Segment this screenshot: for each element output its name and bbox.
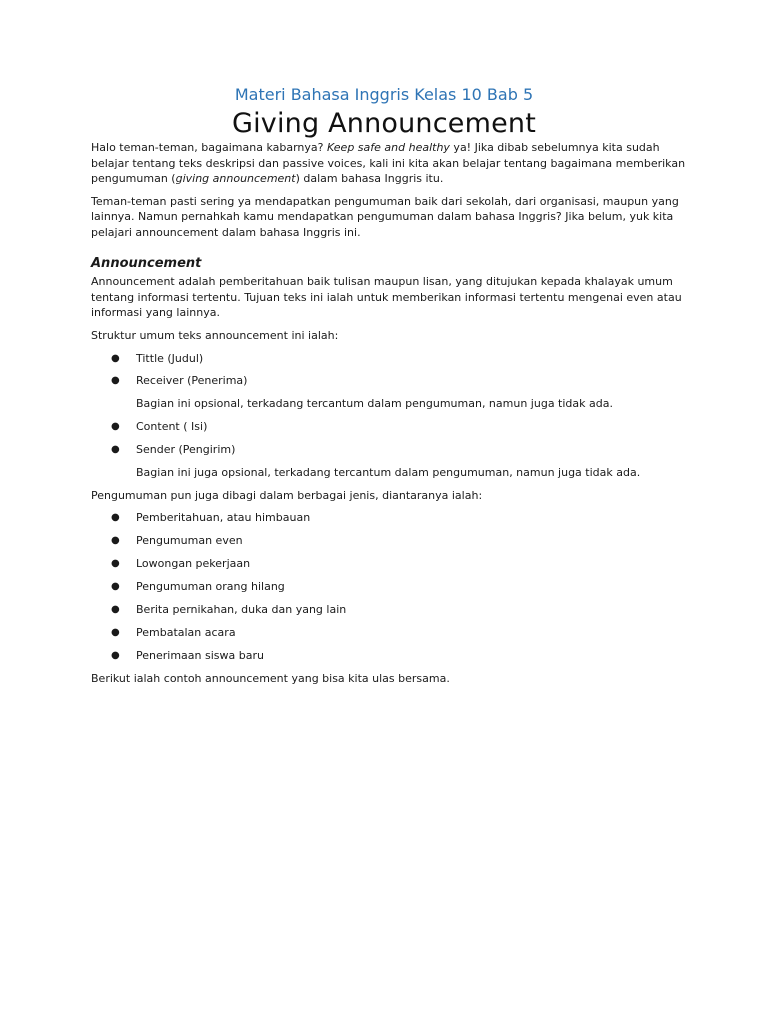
list-item-label: Receiver (Penerima) <box>136 374 248 388</box>
list-item-label: Pembatalan acara <box>136 625 236 639</box>
bullet-icon: ● <box>111 558 120 570</box>
list-item <box>91 419 691 435</box>
list-item <box>91 648 691 664</box>
structure-intro: Struktur umum teks announcement ini ialah: <box>91 328 339 342</box>
bullet-icon: ● <box>111 512 120 524</box>
list-item <box>91 533 691 549</box>
bullet-icon: ● <box>111 535 120 547</box>
list-item-label: Sender (Pengirim) <box>136 443 236 457</box>
list-item <box>91 579 691 595</box>
list-item-label: Tittle (Judul) <box>136 351 204 365</box>
intro-text-1: Halo teman-teman, bagaimana kabarnya? <box>91 141 327 154</box>
list-item-label: Pemberitahuan, atau himbauan <box>136 511 311 525</box>
document-body <box>91 140 691 693</box>
list-item <box>91 510 691 526</box>
bullet-icon: ● <box>111 581 120 593</box>
intro-italic-1: Keep safe and healthy <box>326 141 450 154</box>
list-item-note: Bagian ini opsional, terkadang tercantum dalam pengumuman, namun juga tidak ada. <box>136 397 613 411</box>
document-title: Giving Announcement <box>231 108 537 139</box>
list-item <box>91 373 691 389</box>
list-item <box>91 602 691 618</box>
closing-paragraph: Berikut ialah contoh announcement yang bisa kita ulas bersama. <box>91 671 450 685</box>
list-item <box>91 351 691 367</box>
list-item <box>91 625 691 641</box>
bullet-icon: ● <box>111 626 120 638</box>
bullet-icon: ● <box>111 444 120 456</box>
definition-paragraph: Announcement adalah pemberitahuan baik tulisan maupun lisan, yang ditujukan kepada khalayak umum tentang informasi tertentu. Tujuan teks ini ialah untuk memberikan informasi tertentu mengenai even atau informasi yang lainnya. <box>91 275 682 320</box>
list-item <box>91 442 691 458</box>
bullet-icon: ● <box>111 421 120 433</box>
intro-text-3: ) dalam bahasa Inggris itu. <box>295 172 444 186</box>
types-intro: Pengumuman pun juga dibagi dalam berbagai jenis, diantaranya ialah: <box>91 488 483 502</box>
list-item-label: Lowongan pekerjaan <box>136 557 251 571</box>
document-subtitle: Materi Bahasa Inggris Kelas 10 Bab 5 <box>234 85 534 104</box>
list-item-label: Pengumuman even <box>136 534 243 548</box>
list-item-label: Penerimaan siswa baru <box>136 648 264 662</box>
list-item-label: Berita pernikahan, duka dan yang lain <box>136 603 347 617</box>
section-heading: Announcement <box>91 255 202 271</box>
types-list <box>91 510 691 663</box>
intro-text-2: ya! Jika dibab sebelumnya kita sudah belajar tentang teks deskripsi dan passive voices, kali ini kita akan belajar tentang bagaimana memberikan pengumuman ( <box>91 141 686 186</box>
bullet-icon: ● <box>111 352 120 364</box>
list-item-note: Bagian ini juga opsional, terkadang tercantum dalam pengumuman, namun juga tidak ada. <box>136 465 641 479</box>
intro-italic-2: giving announcement <box>175 172 296 186</box>
intro-paragraph-1 <box>91 140 691 187</box>
list-item-label: Pengumuman orang hilang <box>136 580 285 594</box>
structure-list <box>91 351 691 481</box>
list-item <box>91 556 691 572</box>
intro-paragraph-2: Teman-teman pasti sering ya mendapatkan pengumuman baik dari sekolah, dari organisasi, maupun yang lainnya. Namun pernahkah kamu mendapatkan pengumuman dalam bahasa Inggris? Jika belum, yuk kita pelajari announcement dalam bahasa Inggris ini. <box>91 194 679 239</box>
bullet-icon: ● <box>111 375 120 387</box>
bullet-icon: ● <box>111 649 120 661</box>
bullet-icon: ● <box>111 604 120 616</box>
list-item-label: Content ( Isi) <box>136 420 208 434</box>
